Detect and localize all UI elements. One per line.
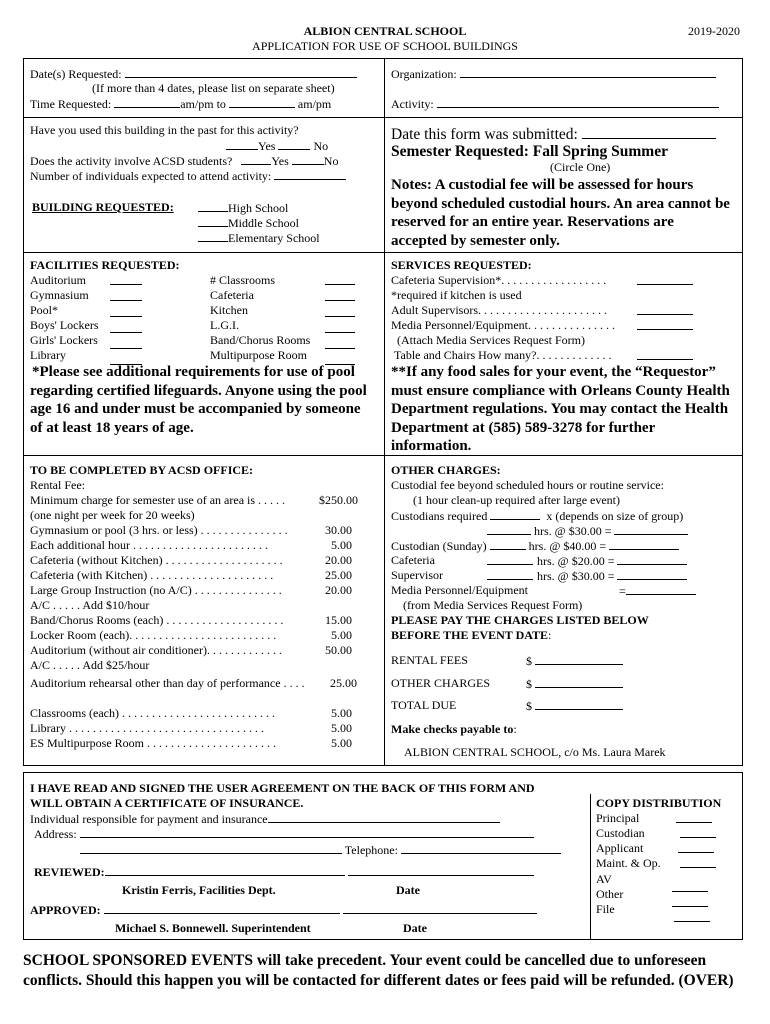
approved-date-label: Date <box>403 921 427 935</box>
responsible-field[interactable]: Individual responsible for payment and insurance <box>30 811 500 827</box>
facility-cafeteria: Cafeteria <box>210 288 254 302</box>
facility-gymnasium: Gymnasium <box>30 288 89 302</box>
fee-label: Auditorium rehearsal other than day of performance . . . . <box>30 676 305 690</box>
dates-note: (If more than 4 dates, please list on separate sheet) <box>92 81 335 95</box>
fee-label: A/C . . . . . Add $25/hour <box>30 658 150 672</box>
building-option-es[interactable]: Elementary School <box>198 230 320 246</box>
facility-auditorium: Auditorium <box>30 273 86 287</box>
pool-note-3: age 16 and under must be accompanied by someone <box>30 401 361 417</box>
footer-line-2: conflicts. Should this happen you will be contacted for different dates or fees paid will be refunded. (OVER) <box>23 972 734 989</box>
office-heading: TO BE COMPLETED BY ACSD OFFICE: <box>30 463 254 477</box>
rental-fee-label: Rental Fee: <box>30 478 85 492</box>
time-requested: Time Requested: am/pm to am/pm <box>30 97 332 111</box>
agreement-line-2: WILL OBTAIN A CERTIFICATE OF INSURANCE. <box>30 796 304 810</box>
services-heading: SERVICES REQUESTED: <box>391 258 532 272</box>
distribution-blank[interactable] <box>672 895 708 907</box>
fee-label: A/C . . . . . Add $10/hour <box>30 598 150 612</box>
address-field[interactable]: Address: <box>34 826 534 842</box>
distribution-label: Applicant <box>596 841 644 855</box>
distribution-blank[interactable] <box>676 811 712 823</box>
service-adult-supervisors[interactable]: Adult Supervisors. . . . . . . . . . . . . . . . . . . . . . <box>391 303 607 318</box>
building-requested-label: BUILDING REQUESTED: <box>32 200 174 214</box>
distribution-item[interactable] <box>596 856 661 871</box>
facility-kitchen: Kitchen <box>210 303 248 317</box>
custodian-hours[interactable]: hrs. @ $30.00 = <box>487 523 688 539</box>
facility-classrooms: # Classrooms <box>210 273 276 287</box>
fee-value: 5.00 <box>331 721 352 735</box>
distribution-blank[interactable] <box>678 841 714 853</box>
fee-label: Band/Chorus Rooms (each) . . . . . . . . . . . . . . . . . . . . <box>30 613 284 627</box>
facility-left-blanks[interactable] <box>110 273 142 365</box>
divider-3 <box>23 455 743 456</box>
distribution-item[interactable] <box>596 811 639 826</box>
fee-label: Auditorium (without air conditioner). . . . . . . . . . . . . <box>30 643 282 657</box>
fee-value: $250.00 <box>319 493 358 507</box>
food-note-4: Department at (585) 589-3278 for further <box>391 419 656 436</box>
agreement-line-1: I HAVE READ AND SIGNED THE USER AGREEMENT ON THE BACK OF THIS FORM AND <box>30 781 535 795</box>
fee-label: Library . . . . . . . . . . . . . . . . . . . . . . . . . . . . . . . . . <box>30 721 264 735</box>
food-note-2: must ensure compliance with Orleans County Health <box>391 382 730 399</box>
used-before-question: Have you used this building in the past for this activity? <box>30 123 299 137</box>
notes-line-4: accepted by semester only. <box>391 232 560 249</box>
distribution-item[interactable] <box>596 887 623 902</box>
fee-label: Gymnasium or pool (3 hrs. or less) . . . . . . . . . . . . . . . <box>30 523 288 537</box>
before-event-line: BEFORE THE EVENT DATE: <box>391 628 552 642</box>
circle-one: (Circle One) <box>550 160 611 174</box>
food-note-5: information. <box>391 438 472 454</box>
media-note: (Attach Media Services Request Form) <box>397 333 585 347</box>
fee-value: 20.00 <box>325 583 352 597</box>
distribution-label: File <box>596 902 615 916</box>
distribution-label: Custodian <box>596 826 645 840</box>
fee-label: Cafeteria (without Kitchen) . . . . . . . . . . . . . . . . . . . . <box>30 553 283 567</box>
agreement-divider <box>590 794 591 940</box>
facility-boys-lockers: Boys' Lockers <box>30 318 99 332</box>
form-subtitle: APPLICATION FOR USE OF SCHOOL BUILDINGS <box>252 39 518 53</box>
facility-multipurpose: Multipurpose Room <box>210 348 308 362</box>
notes-line-3: reserved for an entire year. Reservations are <box>391 214 674 230</box>
distribution-blank[interactable] <box>672 880 708 892</box>
organization-field[interactable]: Organization: <box>391 66 716 82</box>
charge-sunday[interactable]: Custodian (Sunday) hrs. @ $40.00 = <box>391 538 679 554</box>
distribution-item[interactable] <box>596 841 643 856</box>
pool-note-1: *Please see additional requirements for use of pool <box>32 364 355 380</box>
distribution-label: Principal <box>596 811 640 825</box>
fee-value: 5.00 <box>331 538 352 552</box>
telephone-field[interactable]: Telephone: <box>80 842 561 858</box>
facility-band-chorus: Band/Chorus Rooms <box>210 333 311 347</box>
fee-value: 15.00 <box>325 613 352 627</box>
fee-label: Classrooms (each) . . . . . . . . . . . . . . . . . . . . . . . . . . <box>30 706 275 720</box>
fee-label: ES Multipurpose Room . . . . . . . . . . . . . . . . . . . . . . <box>30 736 277 750</box>
approver-name: Michael S. Bonnewell. Superintendent <box>115 921 311 935</box>
distribution-item[interactable] <box>596 902 615 917</box>
facility-right-blanks[interactable] <box>325 273 355 365</box>
pool-note-4: of at least 18 years of age. <box>30 419 194 436</box>
notes-line-2: beyond scheduled custodial hours. An area cannot be <box>391 195 730 212</box>
date-submitted[interactable]: Date this form was submitted: <box>391 124 716 144</box>
approved-field[interactable]: APPROVED: <box>30 902 537 918</box>
school-year: 2019-2020 <box>688 24 740 38</box>
distribution-blank[interactable] <box>680 826 716 838</box>
charge-supervisor[interactable]: Supervisor hrs. @ $30.00 = <box>391 568 443 583</box>
service-tables[interactable]: Table and Chairs How many?. . . . . . . . . . . . . <box>394 348 611 363</box>
distribution-blank[interactable] <box>680 856 716 868</box>
num-individuals[interactable]: Number of individuals expected to attend activity: <box>30 168 346 184</box>
fee-value: 5.00 <box>331 628 352 642</box>
fee-value: 20.00 <box>325 553 352 567</box>
payee: ALBION CENTRAL SCHOOL, c/o Ms. Laura Marek <box>404 745 666 759</box>
building-option-hs[interactable]: High School <box>198 200 288 216</box>
divider-2 <box>23 252 743 253</box>
facility-pool: Pool* <box>30 303 59 317</box>
other-line-2: (1 hour clean-up required after large event) <box>413 493 621 507</box>
divider-1 <box>23 117 743 118</box>
facility-girls-lockers: Girls' Lockers <box>30 333 98 347</box>
fee-value: 25.00 <box>325 568 352 582</box>
food-note-3: Department regulations. You may contact the Health <box>391 401 729 417</box>
distribution-label: Maint. & Op. <box>596 856 661 870</box>
pay-note: PLEASE PAY THE CHARGES LISTED BELOW <box>391 613 649 627</box>
reviewer-name: Kristin Ferris, Facilities Dept. <box>122 883 276 897</box>
school-name: ALBION CENTRAL SCHOOL <box>303 24 467 38</box>
dates-requested: Date(s) Requested: <box>30 66 357 82</box>
fee-value: 25.00 <box>330 676 357 690</box>
other-charges-row[interactable]: OTHER CHARGES $ <box>391 676 490 691</box>
fee-label: Minimum charge for semester use of an area is . . . . . <box>30 493 286 507</box>
fee-value: 50.00 <box>325 643 352 657</box>
fee-value: 5.00 <box>331 706 352 720</box>
fee-label: (one night per week for 20 weeks) <box>30 508 195 522</box>
other-heading: OTHER CHARGES: <box>391 463 501 477</box>
used-before-options[interactable]: Yes No <box>226 138 328 154</box>
building-option-ms[interactable]: Middle School <box>198 215 299 231</box>
students-question[interactable]: Does the activity involve ACSD students? Yes No <box>30 154 339 168</box>
footer-line-1: SCHOOL SPONSORED EVENTS will take precedent. Your event could be cancelled due to unforeseen <box>23 952 707 969</box>
charge-cafeteria[interactable]: Cafeteria hrs. @ $20.00 = <box>391 553 435 568</box>
fee-label: Large Group Instruction (no A/C) . . . . . . . . . . . . . . . <box>30 583 282 597</box>
distribution-item[interactable] <box>596 872 612 887</box>
center-divider <box>384 58 385 766</box>
notes-line-1: Notes: A custodial fee will be assessed for hours <box>391 177 694 193</box>
facility-lgi: L.G.I. <box>210 318 239 332</box>
distribution-heading: COPY DISTRIBUTION <box>596 796 722 810</box>
pool-note-2: regarding certified lifeguards. Anyone using the pool <box>30 382 367 399</box>
food-note-1: **If any food sales for your event, the “Requestor” <box>391 364 716 380</box>
facilities-heading: FACILITIES REQUESTED: <box>30 258 180 272</box>
fee-value: 30.00 <box>325 523 352 537</box>
total-due-row[interactable]: TOTAL DUE $ <box>391 698 456 713</box>
service-cafeteria-supervision[interactable]: Cafeteria Supervision*. . . . . . . . . . . . . . . . . . <box>391 273 606 288</box>
fee-label: Cafeteria (with Kitchen) . . . . . . . . . . . . . . . . . . . . . <box>30 568 274 582</box>
reviewed-date-label: Date <box>396 883 420 897</box>
facility-library: Library <box>30 348 66 362</box>
reviewed-field[interactable]: REVIEWED: <box>34 864 534 880</box>
rental-fees-row[interactable]: RENTAL FEES $ <box>391 653 468 668</box>
kitchen-note: *required if kitchen is used <box>391 288 522 302</box>
media-request-note: (from Media Services Request Form) <box>403 598 583 612</box>
charge-media[interactable]: Media Personnel/Equipment = <box>391 583 528 598</box>
semester-requested: Semester Requested: Fall Spring Summer <box>391 143 668 160</box>
distribution-label: AV <box>596 872 612 886</box>
service-media[interactable]: Media Personnel/Equipment. . . . . . . . . . . . . . . <box>391 318 615 333</box>
activity-field[interactable]: Activity: <box>391 96 719 112</box>
custodians-required[interactable]: Custodians required x (depends on size of group) <box>391 509 684 523</box>
distribution-item[interactable] <box>596 826 645 841</box>
fee-label: Each additional hour . . . . . . . . . . . . . . . . . . . . . . . <box>30 538 268 552</box>
payable-label: Make checks payable to: <box>391 722 517 736</box>
distribution-blank[interactable] <box>674 910 710 922</box>
other-line-1: Custodial fee beyond scheduled hours or routine service: <box>391 478 664 492</box>
fee-label: Locker Room (each). . . . . . . . . . . . . . . . . . . . . . . . . <box>30 628 277 642</box>
fee-value: 5.00 <box>331 736 352 750</box>
distribution-label: Other <box>596 887 624 901</box>
